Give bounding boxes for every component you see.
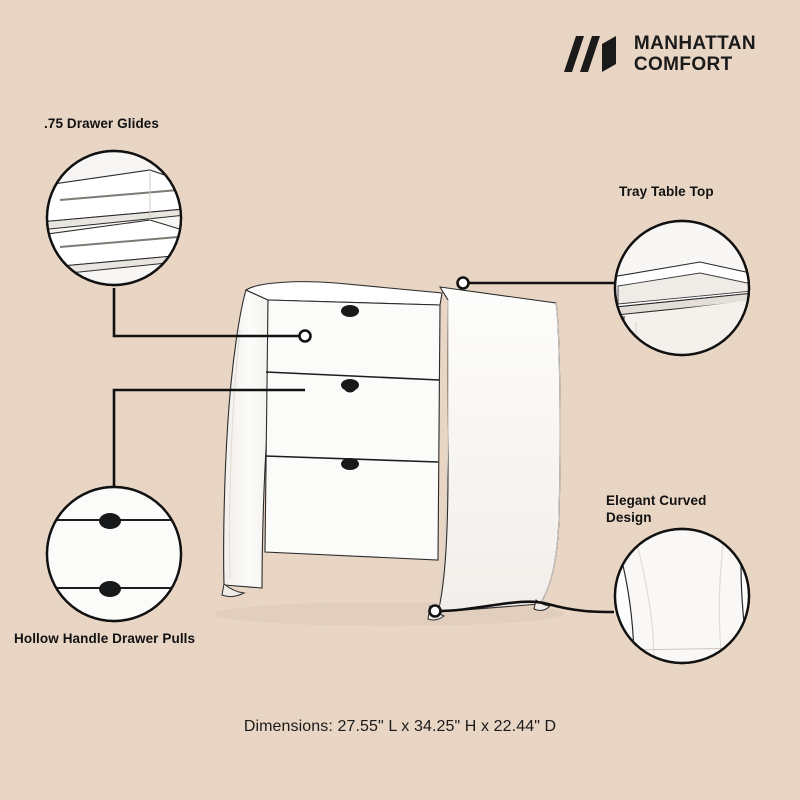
leader-endpoint-drawer-glides xyxy=(300,331,311,342)
callout-bubble-drawer-glides xyxy=(40,151,196,285)
callout-label-drawer-glides: .75 Drawer Glides xyxy=(44,116,160,131)
callout-label-tray-table-top: Tray Table Top xyxy=(619,184,714,199)
leader-line-drawer-pulls xyxy=(114,390,305,486)
leader-line-curved-design xyxy=(437,602,614,612)
leader-endpoint-curved-design xyxy=(430,606,441,617)
leader-line-drawer-glides xyxy=(114,288,302,336)
brand-lockup xyxy=(562,33,756,76)
callout-label-curved-design: Elegant Curved Design xyxy=(606,493,707,526)
manhattan-comfort-logo-icon xyxy=(562,34,620,74)
callout-bubble-drawer-pulls xyxy=(40,487,190,621)
dimensions-text: Dimensions: 27.55" L x 34.25" H x 22.44" D xyxy=(243,718,557,735)
callout-bubble-curved-design xyxy=(612,525,752,664)
brand-name-line-2: COMFORT xyxy=(633,54,733,76)
callout-bubble-tray-table-top xyxy=(606,221,764,360)
leader-endpoint-tray-table-top xyxy=(458,278,469,289)
brand-name-line-1: MANHATTAN xyxy=(633,33,756,54)
brand-name xyxy=(634,33,756,76)
callout-label-drawer-pulls: Hollow Handle Drawer Pulls xyxy=(14,631,196,646)
leader-endpoint-drawer-pulls xyxy=(344,380,357,393)
